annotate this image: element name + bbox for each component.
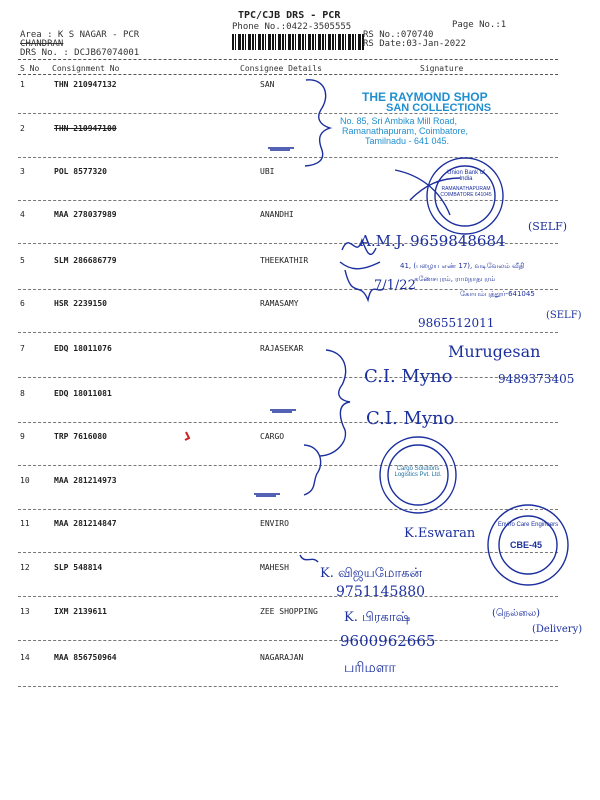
drs-number: DRS No. : DCJB67074001: [20, 48, 140, 58]
col-consignment: Consignment No: [52, 64, 120, 73]
row-sno: 10: [20, 476, 30, 485]
col-sno: S No: [20, 64, 40, 73]
page-number: Page No.:1: [452, 20, 507, 30]
cargo-stamp-ring: Cargo Solutions Logistics Pvt. Ltd.: [394, 466, 442, 478]
row-sno: 13: [20, 607, 30, 616]
theekathir-stamp-3: கோயம்புத்தூர்-641045: [460, 290, 535, 298]
row-consignment-no: MAA 281214973: [54, 476, 117, 485]
area-label: Area : K S NAGAR - PCR: [20, 30, 140, 40]
ubi-stamp-ring: Union Bank of India: [447, 170, 485, 182]
row-consignee: ANANDHI: [260, 210, 294, 219]
signature-row13-note: (நெல்லை): [492, 608, 541, 619]
raymond-shop-name: THE RAYMOND SHOP: [362, 90, 488, 104]
raymond-address-1: No. 85, Sri Ambika Mill Road,: [340, 116, 458, 126]
row-consignee: NAGARAJAN: [260, 653, 304, 662]
enviro-stamp-ring: Enviro Care Engineers: [497, 522, 559, 528]
rs-date: RS Date:03-Jan-2022: [363, 39, 466, 49]
row-consignment-no: EDQ 18011076: [54, 344, 112, 353]
signature-row6-note: (SELF): [546, 310, 582, 321]
ubi-stamp-center: RAMANATHAPURAM COIMBATORE 641045: [440, 186, 492, 198]
signature-row4: A.M.J. 9659848684: [360, 232, 506, 250]
signature-row13-note2: (Delivery): [532, 624, 583, 635]
signature-row7-phone: 9489373405: [498, 372, 575, 386]
signature-row7: C.I. Myno: [364, 366, 453, 387]
signature-row11: K.Eswaran: [404, 526, 476, 541]
document-title: TPC/CJB DRS - PCR: [238, 10, 341, 21]
row-sno: 14: [20, 653, 30, 662]
raymond-address-2: Ramanathapuram, Coimbatore,: [342, 126, 469, 136]
row-consignee: ZEE SHOPPING: [260, 607, 318, 616]
signature-row14: பரிமளா: [344, 660, 396, 676]
signature-row13-phone: 9600962665: [340, 632, 436, 650]
signature-row4-note: (SELF): [528, 220, 568, 233]
signature-row6: 9865512011: [418, 316, 495, 330]
row-consignee: SAN: [260, 80, 275, 89]
enviro-stamp-center: CBE-45: [510, 540, 543, 550]
row-consignee: CARGO: [260, 432, 285, 441]
row-sno: 7: [20, 344, 25, 353]
row-consignment-no: MAA 856750964: [54, 653, 117, 662]
row-consignment-no: MAA 278037989: [54, 210, 117, 219]
rs-number: RS No.:070740: [363, 30, 434, 40]
signature-row12-phone: 9751145880: [336, 584, 426, 600]
row-sno: 9: [20, 432, 25, 441]
row-consignment-no: IXM 2139611: [54, 607, 107, 616]
row-consignee: RAJASEKAR: [260, 344, 304, 353]
raymond-collection: SAN COLLECTIONS: [386, 102, 492, 114]
col-signature: Signature: [420, 64, 464, 73]
row-consignee: THEEKATHIR: [260, 256, 309, 265]
row-sno: 2: [20, 124, 25, 133]
row-consignee: RAMASAMY: [260, 299, 299, 308]
row-consignment-no: THN 210947132: [54, 80, 117, 89]
row-sno: 5: [20, 256, 25, 265]
theekathir-stamp-1: 41, (பழைய எண் 17), வடிவேலம் வீதி: [400, 262, 525, 270]
row-consignee: MAHESH: [260, 563, 289, 572]
row-consignment-no: MAA 281214847: [54, 519, 117, 528]
row-consignment-no: POL 8577320: [54, 167, 107, 176]
theekathir-stamp-2: கணேசபுரம், ராமநாதபுரம்: [414, 275, 496, 283]
raymond-address-3: Tamilnadu - 641 045.: [365, 136, 450, 146]
staff-name: CHANDRAN: [20, 39, 64, 49]
row-sno: 1: [20, 80, 25, 89]
col-consignee: Consignee Details: [240, 64, 322, 73]
signature-row12-name: K. விஜயமோகன்: [320, 566, 423, 581]
signature-row7-name: Murugesan: [448, 342, 541, 361]
row-consignment-no: THN 210947100: [54, 124, 117, 133]
row-sno: 6: [20, 299, 25, 308]
row-sno: 3: [20, 167, 25, 176]
row-sno: 4: [20, 210, 25, 219]
row-consignee: UBI: [260, 167, 275, 176]
row-consignment-no: EDQ 18011081: [54, 389, 112, 398]
phone-number: Phone No.:0422-3505555: [232, 22, 352, 32]
row-consignment-no: SLM 286686779: [54, 256, 117, 265]
row-sno: 8: [20, 389, 25, 398]
row-consignee: ENVIRO: [260, 519, 289, 528]
row-sno: 11: [20, 519, 30, 528]
signature-row8: C.I. Myno: [366, 408, 455, 429]
signature-row13-name: K. பிரகாஷ்: [344, 610, 411, 625]
row-consignment-no: TRP 7616080: [54, 432, 107, 441]
row-sno: 12: [20, 563, 30, 572]
row-consignment-no: SLP 548814: [54, 563, 103, 572]
signature-row5-date: 7/1/22: [374, 278, 416, 293]
row-consignment-no: HSR 2239150: [54, 299, 107, 308]
